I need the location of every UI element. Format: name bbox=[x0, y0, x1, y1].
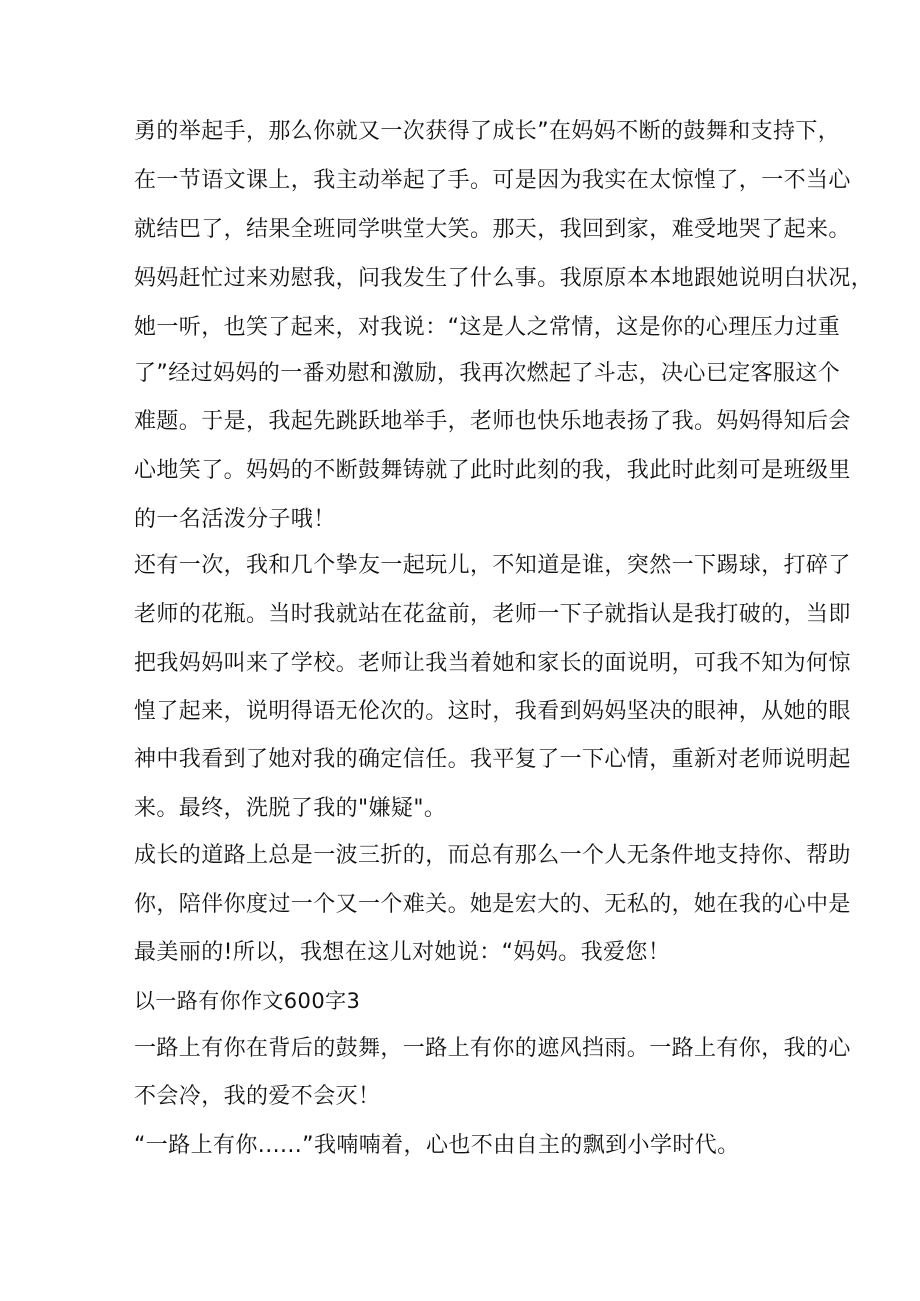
text-line: 还有一次，我和几个挚友一起玩儿，不知道是谁，突然一下踢球，打碎了 bbox=[134, 553, 851, 578]
text-line: 她一听，也笑了起来，对我说：“这是人之常情，这是你的心理压力过重 bbox=[134, 315, 841, 340]
text-line: 神中我看到了她对我的确定信任。我平复了一下心情，重新对老师说明起 bbox=[134, 747, 851, 772]
text-line: 就结巴了，结果全班同学哄堂大笑。那天，我回到家，难受地哭了起来。 bbox=[134, 217, 851, 242]
text-line: 惶了起来，说明得语无伦次的。这时，我看到妈妈坚决的眼神，从她的眼 bbox=[134, 699, 851, 724]
text-line: 了”经过妈妈的一番劝慰和激励，我再次燃起了斗志，决心已定客服这个 bbox=[134, 361, 841, 386]
section-title: 以一路有你作文600字3 bbox=[134, 989, 361, 1013]
text-line: 勇的举起手，那么你就又一次获得了成长”在妈妈不断的鼓舞和支持下， bbox=[134, 119, 841, 144]
text-line: 不会冷，我的爱不会灭！ bbox=[134, 1084, 381, 1109]
text-line: “一路上有你......”我喃喃着，心也不由自主的飘到小学时代。 bbox=[134, 1133, 740, 1158]
text-line: 难题。于是，我起先跳跃地举手，老师也快乐地表扬了我。妈妈得知后会 bbox=[134, 409, 851, 434]
text-line: 把我妈妈叫来了学校。老师让我当着她和家长的面说明，可我不知为何惊 bbox=[134, 651, 851, 676]
text-line: 最美丽的!所以，我想在这儿对她说：“妈妈。我爱您！ bbox=[134, 940, 671, 965]
text-line: 成长的道路上总是一波三折的，而总有那么一个人无条件地支持你、帮助 bbox=[134, 843, 851, 868]
text-line: 一路上有你在背后的鼓舞，一路上有你的遮风挡雨。一路上有你，我的心 bbox=[134, 1036, 851, 1061]
text-line: 你，陪伴你度过一个又一个难关。她是宏大的、无私的，她在我的心中是 bbox=[134, 892, 851, 917]
text-line: 老师的花瓶。当时我就站在花盆前，老师一下子就指认是我打破的，当即 bbox=[134, 602, 851, 627]
text-line: 妈妈赶忙过来劝慰我，问我发生了什么事。我原原本本地跟她说明白状况， bbox=[134, 266, 874, 291]
text-line: 来。最终，洗脱了我的"嫌疑"。 bbox=[134, 796, 447, 821]
text-line: 的一名活泼分子哦！ bbox=[134, 507, 336, 532]
text-line: 心地笑了。妈妈的不断鼓舞铸就了此时此刻的我，我此时此刻可是班级里 bbox=[134, 458, 851, 483]
text-line: 在一节语文课上，我主动举起了手。可是因为我实在太惊惶了，一不当心 bbox=[134, 168, 851, 193]
